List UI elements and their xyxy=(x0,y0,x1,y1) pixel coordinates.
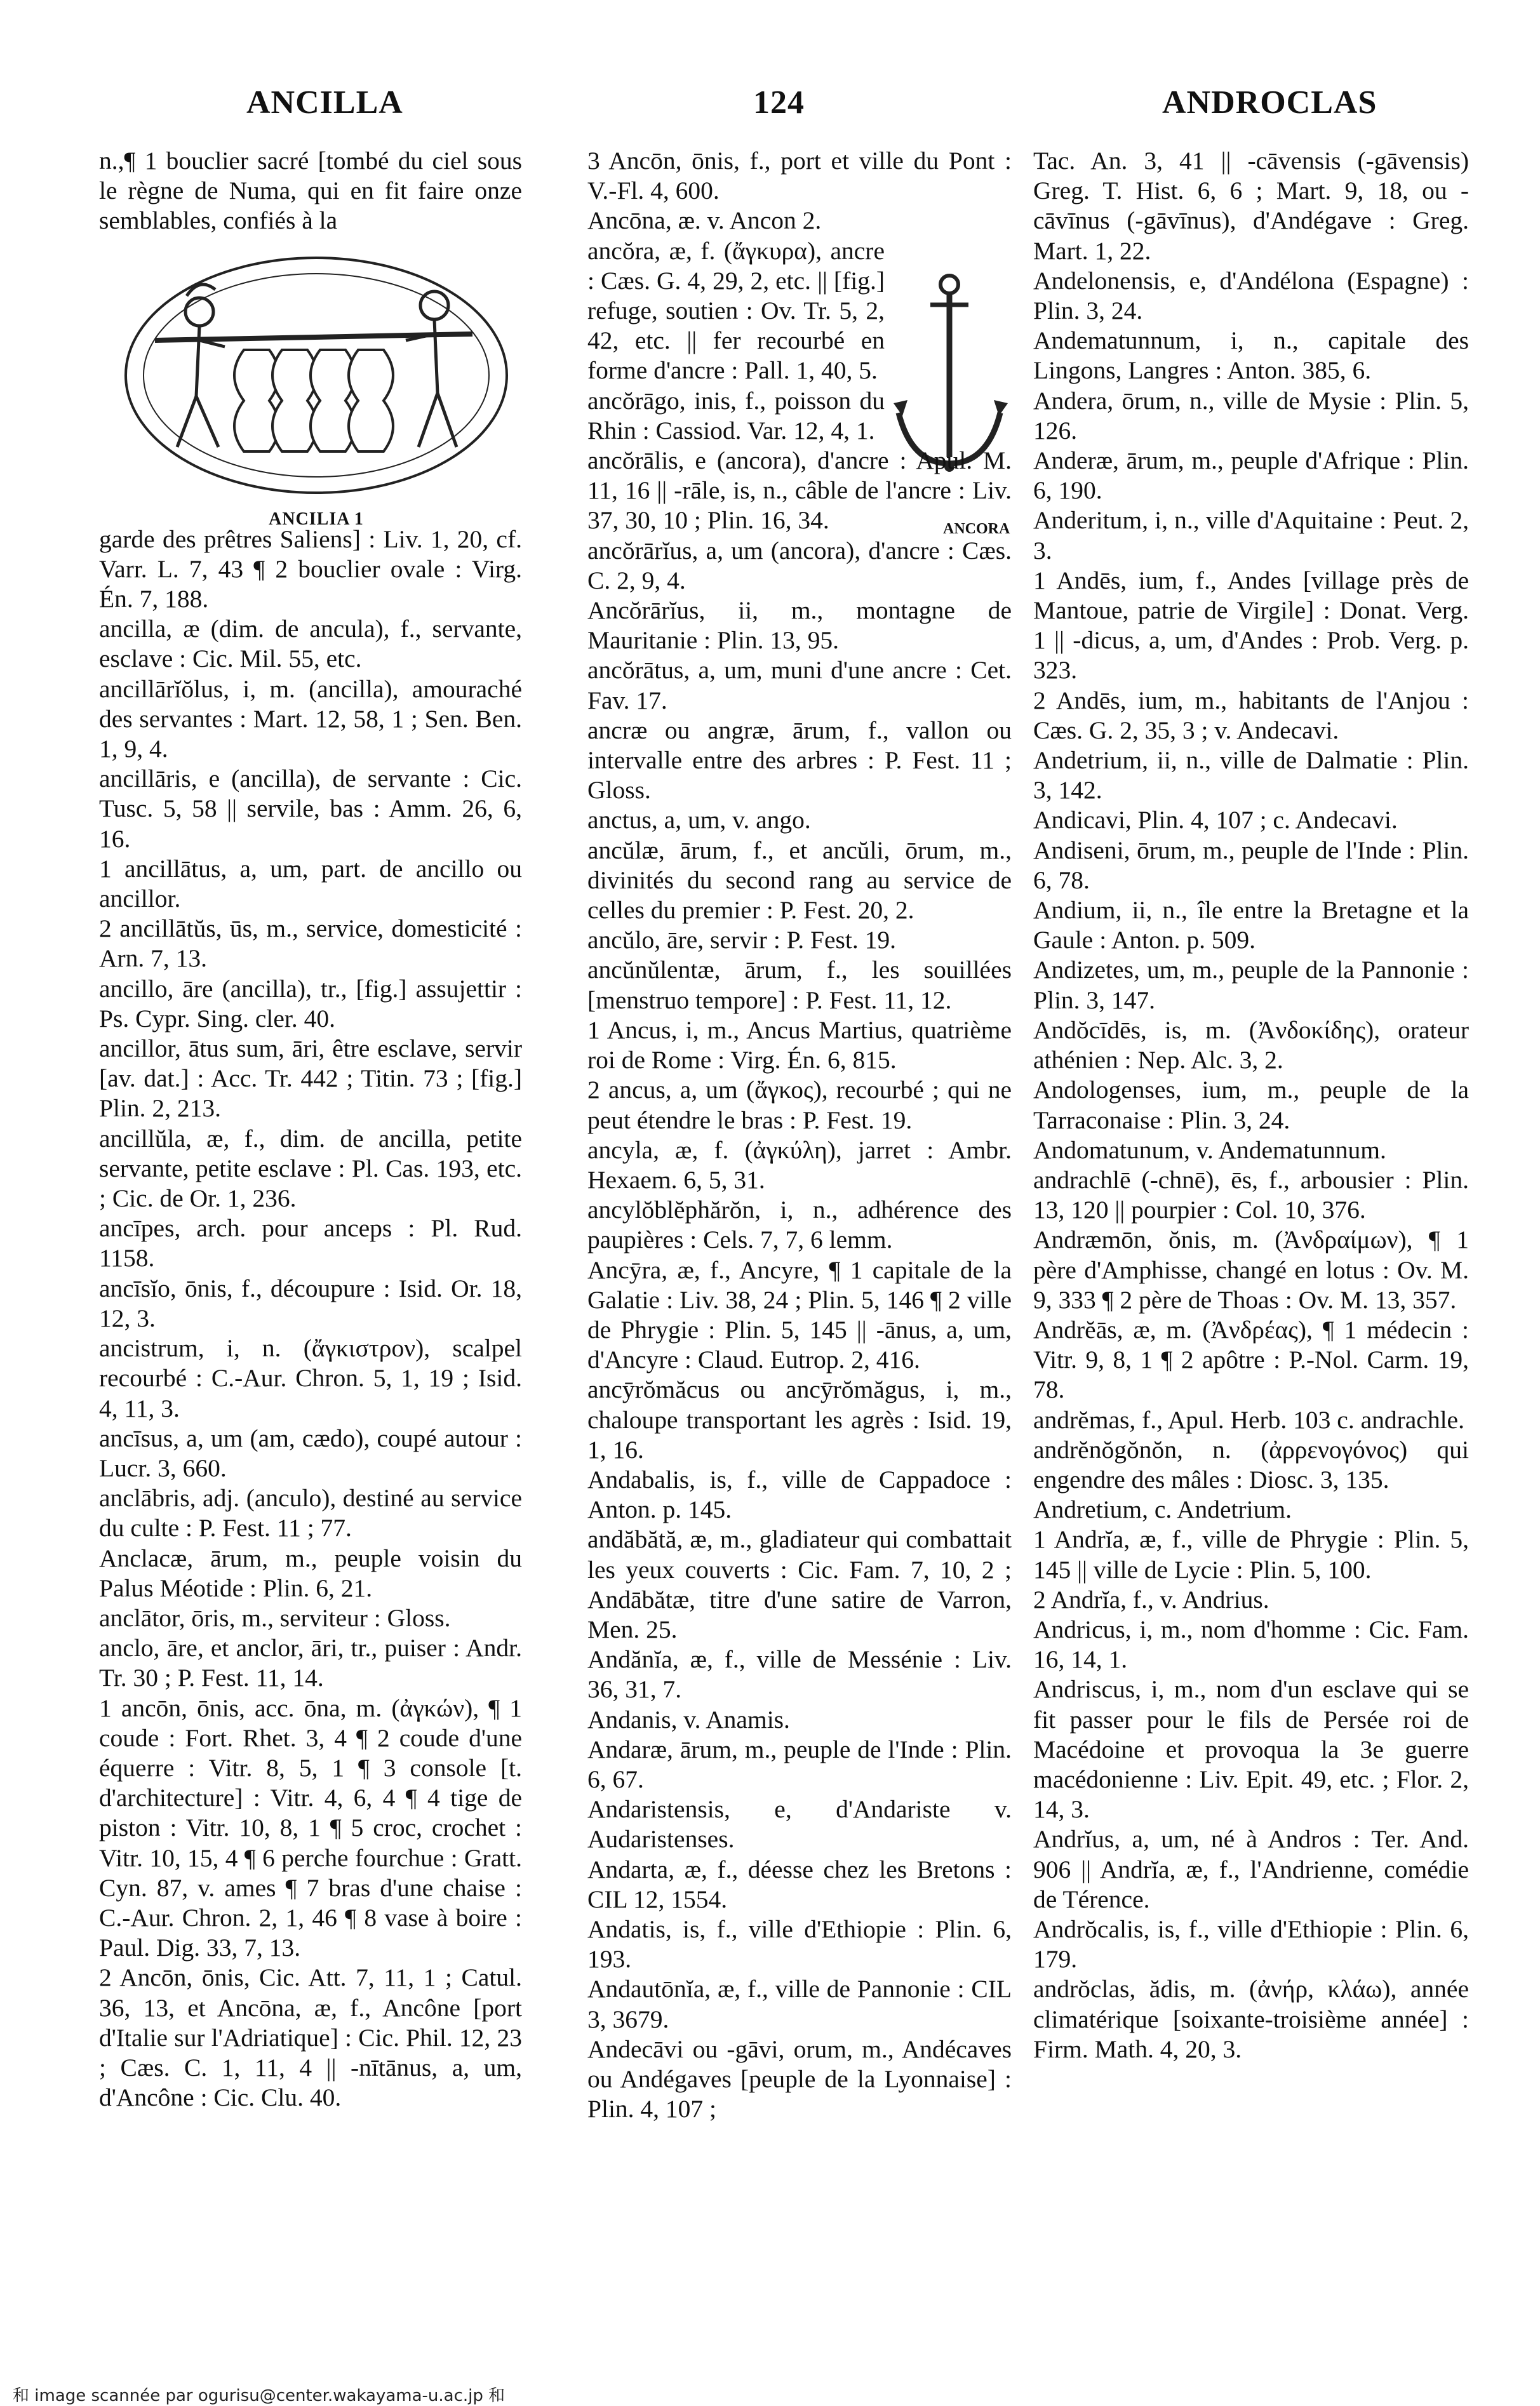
entry: ancillo, āre (ancilla), tr., [fig.] assujettir : Ps. Cypr. Sing. cler. 40. xyxy=(99,974,522,1033)
entry: ancŏrārĭus, a, um (ancora), d'ancre : Cæs. C. 2, 9, 4. xyxy=(587,536,1012,594)
entry: ancȳrŏmăcus ou ancȳrŏmăgus, i, m., chaloupe transportant les agrès : Isid. 19, 1, 16. xyxy=(587,1375,1012,1464)
entry: ancīsus, a, um (am, cædo), coupé autour : Lucr. 3, 660. xyxy=(99,1424,522,1482)
entry: Andizetes, um, m., peuple de la Pannonie : Plin. 3, 147. xyxy=(1033,956,1469,1014)
entry: andrĕnŏgŏnŏn, n. (ἀρρενογόνος) qui engendre des mâles : Diosc. 3, 135. xyxy=(1033,1435,1469,1494)
entry: anclo, āre, et anclor, āri, tr., puiser : Andr. Tr. 30 ; P. Fest. 11, 14. xyxy=(99,1634,522,1692)
entry: Andrĕās, æ, m. (Ἀνδρέας), ¶ 1 médecin : Vitr. 9, 8, 1 ¶ 2 apôtre : P.-Nol. Carm. 19, 78. xyxy=(1033,1315,1469,1404)
entry: Ancȳra, æ, f., Ancyre, ¶ 1 capitale de la Galatie : Liv. 38, 24 ; Plin. 5, 146 ¶ 2 ville de Phrygie : Plin. 5, 145 || -ānus, a, um, d'Ancyre : Claud. Eutrop. 2, 416. xyxy=(587,1255,1012,1374)
entry: Andănĭa, æ, f., ville de Messénie : Liv. 36, 31, 7. xyxy=(587,1645,1012,1704)
figure-caption: ANCORA xyxy=(943,521,1010,537)
entry: ancilla, æ (dim. de ancula), f., servante, esclave : Cic. Mil. 55, etc. xyxy=(99,615,522,673)
entry: Andrĭus, a, um, né à Andros : Ter. And. 906 || Andrĭa, æ, f., l'Andrienne, comédie de Térence. xyxy=(1033,1825,1469,1913)
entry: ancillārĭŏlus, i, m. (ancilla), amouraché des servantes : Mart. 12, 58, 1 ; Sen. Ben. 1, 9, 4. xyxy=(99,674,522,763)
entry: 2 Andēs, ium, m., habitants de l'Anjou : Cæs. G. 2, 35, 3 ; v. Andecavi. xyxy=(1033,686,1469,744)
entry: Anderæ, ārum, m., peuple d'Afrique : Plin. 6, 190. xyxy=(1033,446,1469,505)
running-head-left: ANCILLA xyxy=(246,84,403,121)
entry: ancræ ou angræ, ārum, f., vallon ou intervalle entre des arbres : P. Fest. 11 ; Gloss. xyxy=(587,716,1012,805)
entry: n.,¶ 1 bouclier sacré [tombé du ciel sous le règne de Numa, qui en fit faire onze semblables, confiés à la xyxy=(99,147,522,235)
entry: ancŭlo, āre, servir : P. Fest. 19. xyxy=(587,926,896,954)
entry: Andecāvi ou -gāvi, orum, m., Andécaves ou Andégaves [peuple de la Lyonnaise] : Plin. 4, 107 ; xyxy=(587,2035,1012,2123)
entry: 1 ancōn, ōnis, acc. ōna, m. (ἀγκών), ¶ 1 coude : Fort. Rhet. 3, 4 ¶ 2 coude d'une équerre : Vitr. 8, 5, 1 ¶ 3 console [t. d'architecture] : Vitr. 4, 6, 4 ¶ 4 tige de piston : Vitr. 10, 8, 1 ¶ 5 croc, crochet : Vitr. 10, 15, 4 ¶ 6 perche fourchue : Gratt. Cyn. 87, v. ames ¶ 7 bras d'une chaise : C.-Aur. Chron. 2, 1, 46 ¶ 8 vase à boire : Paul. Dig. 33, 7, 13. xyxy=(99,1694,522,1962)
entry: Andelonensis, e, d'Andélona (Espagne) : Plin. 3, 24. xyxy=(1033,266,1469,325)
entry: Andautōnĭa, æ, f., ville de Pannonie : CIL 3, 3679. xyxy=(587,1975,1012,2033)
entry: 2 ancillātŭs, ūs, m., service, domesticité : Arn. 7, 13. xyxy=(99,914,522,973)
entry: Andium, ii, n., île entre la Bretagne et la Gaule : Anton. p. 509. xyxy=(1033,896,1469,954)
entry: ancylŏblĕphărŏn, i, n., adhérence des paupières : Cels. 7, 7, 6 lemm. xyxy=(587,1196,1012,1254)
entry: Andricus, i, m., nom d'homme : Cic. Fam. 16, 14, 1. xyxy=(1033,1615,1469,1674)
entry: 2 Ancōn, ōnis, Cic. Att. 7, 11, 1 ; Catul. 36, 13, et Ancōna, æ, f., Ancône [port d'Italie sur l'Adriatique] : Cic. Phil. 12, 23 ; Cæs. C. 1, 11, 4 || -nītānus, a, um, d'Ancône : Cic. Clu. 40. xyxy=(99,1963,522,2112)
entry: ancīsĭo, ōnis, f., découpure : Isid. Or. 18, 12, 3. xyxy=(99,1274,522,1332)
entry: anclābris, adj. (anculo), destiné au service du culte : P. Fest. 11 ; 77. xyxy=(99,1484,522,1542)
column-3 xyxy=(1033,146,1469,2064)
entry: andrŏclas, ădis, m. (ἀνήρ, κλάω), année climatérique [soixante-troisième année] : Firm. Math. 4, 20, 3. xyxy=(1033,1975,1469,2063)
entry: andăbătă, æ, m., gladiateur qui combattait les yeux couverts : Cic. Fam. 7, 10, 2 ; Andābătæ, titre d'une satire de Varron, Men. 25. xyxy=(587,1525,1012,1643)
entry: Andræmōn, ŏnis, m. (Ἀνδραίμων), ¶ 1 père d'Amphisse, changé en lotus : Ov. M. 9, 333 ¶ 2 père de Thoas : Ov. M. 13, 357. xyxy=(1033,1226,1469,1314)
ancilia-figure xyxy=(117,245,516,529)
entry: ancŏrātus, a, um, muni d'une ancre : Cet. Fav. 17. xyxy=(587,656,1012,714)
entry: 3 Ancōn, ōnis, f., port et ville du Pont : V.-Fl. 4, 600. xyxy=(587,147,1012,205)
entry: 2 Andrĭa, f., v. Andrius. xyxy=(1033,1585,1269,1614)
entry: 1 Andrĭa, æ, f., ville de Phrygie : Plin. 5, 145 || ville de Lycie : Plin. 5, 100. xyxy=(1033,1525,1469,1584)
column-2 xyxy=(587,146,1012,2124)
entry: ancistrum, i, n. (ἄγκιστρον), scalpel recourbé : C.-Aur. Chron. 5, 1, 19 ; Isid. 4, 11, 3. xyxy=(99,1334,522,1422)
entry: Andarta, æ, f., déesse chez les Bretons : CIL 12, 1554. xyxy=(587,1855,1012,1913)
running-head-right: ANDROCLAS xyxy=(1162,84,1377,121)
entry: ancillāris, e (ancilla), de servante : Cic. Tusc. 5, 58 || servile, bas : Amm. 26, 6, 16. xyxy=(99,765,522,853)
entry: Tac. An. 3, 41 || -cāvensis (-gāvensis) Greg. T. Hist. 6, 6 ; Mart. 9, 18, ou -cāvīnus (-gāvīnus), d'Andégave : Greg. Mart. 1, 22. xyxy=(1033,147,1469,265)
entry: Andomatunum, v. Andematunnum. xyxy=(1033,1135,1386,1164)
ancilia-illustration xyxy=(117,245,516,499)
entry: andrachlē (-chnē), ēs, f., arbousier : Plin. 13, 120 || pourpier : Col. 10, 376. xyxy=(1033,1165,1469,1224)
entry: Ancōna, æ. v. Ancon 2. xyxy=(587,206,822,235)
scan-footer: 和 image scannée par ogurisu@center.wakayama-u.ac.jp 和 xyxy=(13,2386,506,2405)
entry: ancŭnŭlentæ, ārum, f., les souillées [menstruo tempore] : P. Fest. 11, 12. xyxy=(587,956,1012,1014)
entry: Ancŏrārĭus, ii, m., montagne de Mauritanie : Plin. 13, 95. xyxy=(587,596,1012,655)
entry: Anclacæ, ārum, m., peuple voisin du Palus Méotide : Plin. 6, 21. xyxy=(99,1544,522,1602)
entry: ancīpes, arch. pour anceps : Pl. Rud. 1158. xyxy=(99,1214,522,1273)
entry: anctus, a, um, v. ango. xyxy=(587,806,811,834)
entry: anclātor, ōris, m., serviteur : Gloss. xyxy=(99,1603,451,1632)
entry: Andiseni, ōrum, m., peuple de l'Inde : Plin. 6, 78. xyxy=(1033,836,1469,894)
figure-caption: ANCILIA 1 xyxy=(269,509,364,529)
page-number: 124 xyxy=(753,84,805,121)
entry: ancillŭla, æ, f., dim. de ancilla, petite servante, petite esclave : Pl. Cas. 193, etc. ; Cic. de Or. 1, 236. xyxy=(99,1124,522,1213)
entry: 1 Ancus, i, m., Ancus Martius, quatrième roi de Rome : Virg. Én. 6, 815. xyxy=(587,1015,1012,1074)
entry: Andematunnum, i, n., capitale des Lingons, Langres : Anton. 385, 6. xyxy=(1033,326,1469,385)
entry: Andrŏcalis, is, f., ville d'Ethiopie : Plin. 6, 179. xyxy=(1033,1915,1469,1974)
entry: garde des prêtres Saliens] : Liv. 1, 20, cf. Varr. L. 7, 43 ¶ 2 bouclier ovale : Virg. Én. 7, 188. xyxy=(99,525,522,613)
entry: ancyla, æ, f. (ἀγκύλη), jarret : Ambr. Hexaem. 6, 5, 31. xyxy=(587,1135,1012,1194)
entry: Andanis, v. Anamis. xyxy=(587,1705,790,1734)
entry: ancŏra, æ, f. (ἄγκυρα), ancre : Cæs. G. 4, 29, 2, etc. || [fig.] refuge, soutien : Ov. Tr. 5, 2, 42, etc. || fer recourbé en forme d'ancre : Pall. 1, 40, 5. xyxy=(587,236,885,385)
entry: ancŏrālis, e (ancora), d'ancre : Apul. M. 11, 16 || -rāle, is, n., câble de l'ancre : Liv. 37, 30, 10 ; Plin. 16, 34. xyxy=(587,446,1012,535)
entry: ancŏrāgo, inis, f., poisson du Rhin : Cassiod. Var. 12, 4, 1. xyxy=(587,386,885,444)
entry: Andretium, c. Andetrium. xyxy=(1033,1495,1292,1524)
entry: ancillor, ātus sum, āri, être esclave, servir [av. dat.] : Acc. Tr. 442 ; Titin. 73 ; [fig.] Plin. 2, 213. xyxy=(99,1034,522,1123)
entry: Andetrium, ii, n., ville de Dalmatie : Plin. 3, 142. xyxy=(1033,746,1469,805)
entry: Andriscus, i, m., nom d'un esclave qui se fit passer pour le fils de Persée roi de Macédoine et provoqua la 3e guerre macédonienne : Liv. Epit. 49, etc. ; Flor. 2, 14, 3. xyxy=(1033,1675,1469,1824)
entry: Andatis, is, f., ville d'Ethiopie : Plin. 6, 193. xyxy=(587,1915,1012,1974)
entry: Andaræ, ārum, m., peuple de l'Inde : Plin. 6, 67. xyxy=(587,1735,1012,1793)
entry: 2 ancus, a, um (ἄγκος), recourbé ; qui ne peut étendre le bras : P. Fest. 19. xyxy=(587,1076,1012,1134)
entry: 1 Andēs, ium, f., Andes [village près de Mantoue, patrie de Virgile] : Donat. Verg. 1 || -dicus, a, um, d'Andes : Prob. Verg. p. 323. xyxy=(1033,566,1469,685)
entry: Andera, ōrum, n., ville de Mysie : Plin. 5, 126. xyxy=(1033,386,1469,444)
entry: Andaristensis, e, d'Andariste v. Audaristenses. xyxy=(587,1795,1012,1854)
entry: ancŭlæ, ārum, f., et ancŭli, ōrum, m., divinités du second rang au service de celles du premier : P. Fest. 20, 2. xyxy=(587,836,1012,925)
entry: Andabalis, is, f., ville de Cappadoce : Anton. p. 145. xyxy=(587,1465,1012,1524)
entry: Andicavi, Plin. 4, 107 ; c. Andecavi. xyxy=(1033,806,1398,834)
entry: Anderitum, i, n., ville d'Aquitaine : Peut. 2, 3. xyxy=(1033,506,1469,565)
entry: Andŏcīdēs, is, m. (Ἀνδοκίδης), orateur athénien : Nep. Alc. 3, 2. xyxy=(1033,1015,1469,1074)
column-1 xyxy=(99,146,522,2113)
entry: andrĕmas, f., Apul. Herb. 103 c. andrachle. xyxy=(1033,1405,1464,1434)
entry: 1 ancillātus, a, um, part. de ancillo ou ancillor. xyxy=(99,854,522,913)
entry: Andologenses, ium, m., peuple de la Tarraconaise : Plin. 3, 24. xyxy=(1033,1076,1469,1134)
